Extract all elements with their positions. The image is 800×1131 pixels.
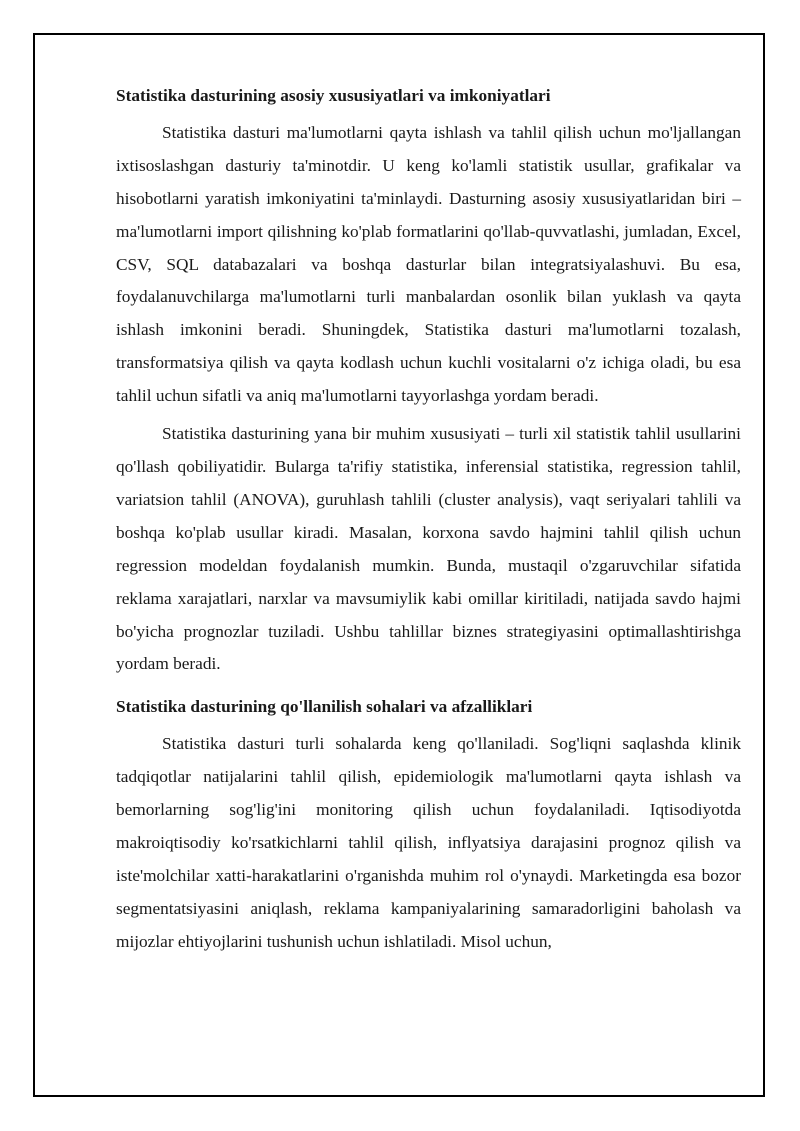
document-body bbox=[116, 80, 741, 959]
paragraph: Statistika dasturi ma'lumotlarni qayta ishlash va tahlil qilish uchun mo'ljallangan ixtisoslashgan dasturiy ta'minotdir. U keng ko'lamli statistik usullar, grafikalar va hisobotlarni yaratish imkoniyatini ta'minlaydi. Dasturning asosiy xususiyatlaridan biri – ma'lumotlarni import qilishning ko'plab formatlarini qo'llab-quvvatlashi, jumladan, Excel, CSV, SQL databazalari va boshqa dasturlar bilan integratsiyalashuvi. Bu esa, foydalanuvchilarga ma'lumotlarni turli manbalardan osonlik bilan yuklash va qayta ishlash imkonini beradi. Shuningdek, Statistika dasturi ma'lumotlarni tozalash, transformatsiya qilish va qayta kodlash uchun kuchli vositalarni o'z ichiga oladi, bu esa tahlil uchun sifatli va aniq ma'lumotlarni tayyorlashga yordam beradi. bbox=[116, 122, 741, 406]
paragraph: Statistika dasturi turli sohalarda keng qo'llaniladi. Sog'liqni saqlashda klinik tadqiqotlar natijalarini tahlil qilish, epidemiologik ma'lumotlarni qayta ishlash va bemorlarning sog'lig'ini monitoring qilish uchun foydalaniladi. Iqtisodiyotda makroiqtisodiy ko'rsatkichlarni tahlil qilish, inflyatsiya darajasini prognoz qilish va iste'molchilar xatti-harakatlarini o'rganishda muhim rol o'ynaydi. Marketingda esa bozor segmentatsiyasini aniqlash, reklama kampaniyalarining samaradorligini baholash va mijozlar ehtiyojlarini tushunish uchun ishlatiladi. Misol uchun, bbox=[116, 734, 741, 951]
section-heading: Statistika dasturining qo'llanilish sohalari va afzalliklari bbox=[116, 697, 533, 717]
section-heading: Statistika dasturining asosiy xususiyatlari va imkoniyatlari bbox=[116, 86, 551, 105]
paragraph: Statistika dasturining yana bir muhim xususiyati – turli xil statistik tahlil usullarini qo'llash qobiliyatidir. Bularga ta'rifiy statistika, inferensial statistika, regression tahlil, variatsion tahlil (ANOVA), guruhlash tahlili (cluster analysis), vaqt seriyalari tahlili va boshqa ko'plab usullar kiradi. Masalan, korxona savdo hajmini tahlil qilish uchun regression modeldan foydalanish mumkin. Bunda, mustaqil o'zgaruvchilar sifatida reklama xarajatlari, narxlar va mavsumiylik kabi omillar kiritiladi, natijada savdo hajmi bo'yicha prognozlar tuziladi. Ushbu tahlillar biznes strategiyasini optimallashtirishga yordam beradi. bbox=[116, 424, 741, 674]
